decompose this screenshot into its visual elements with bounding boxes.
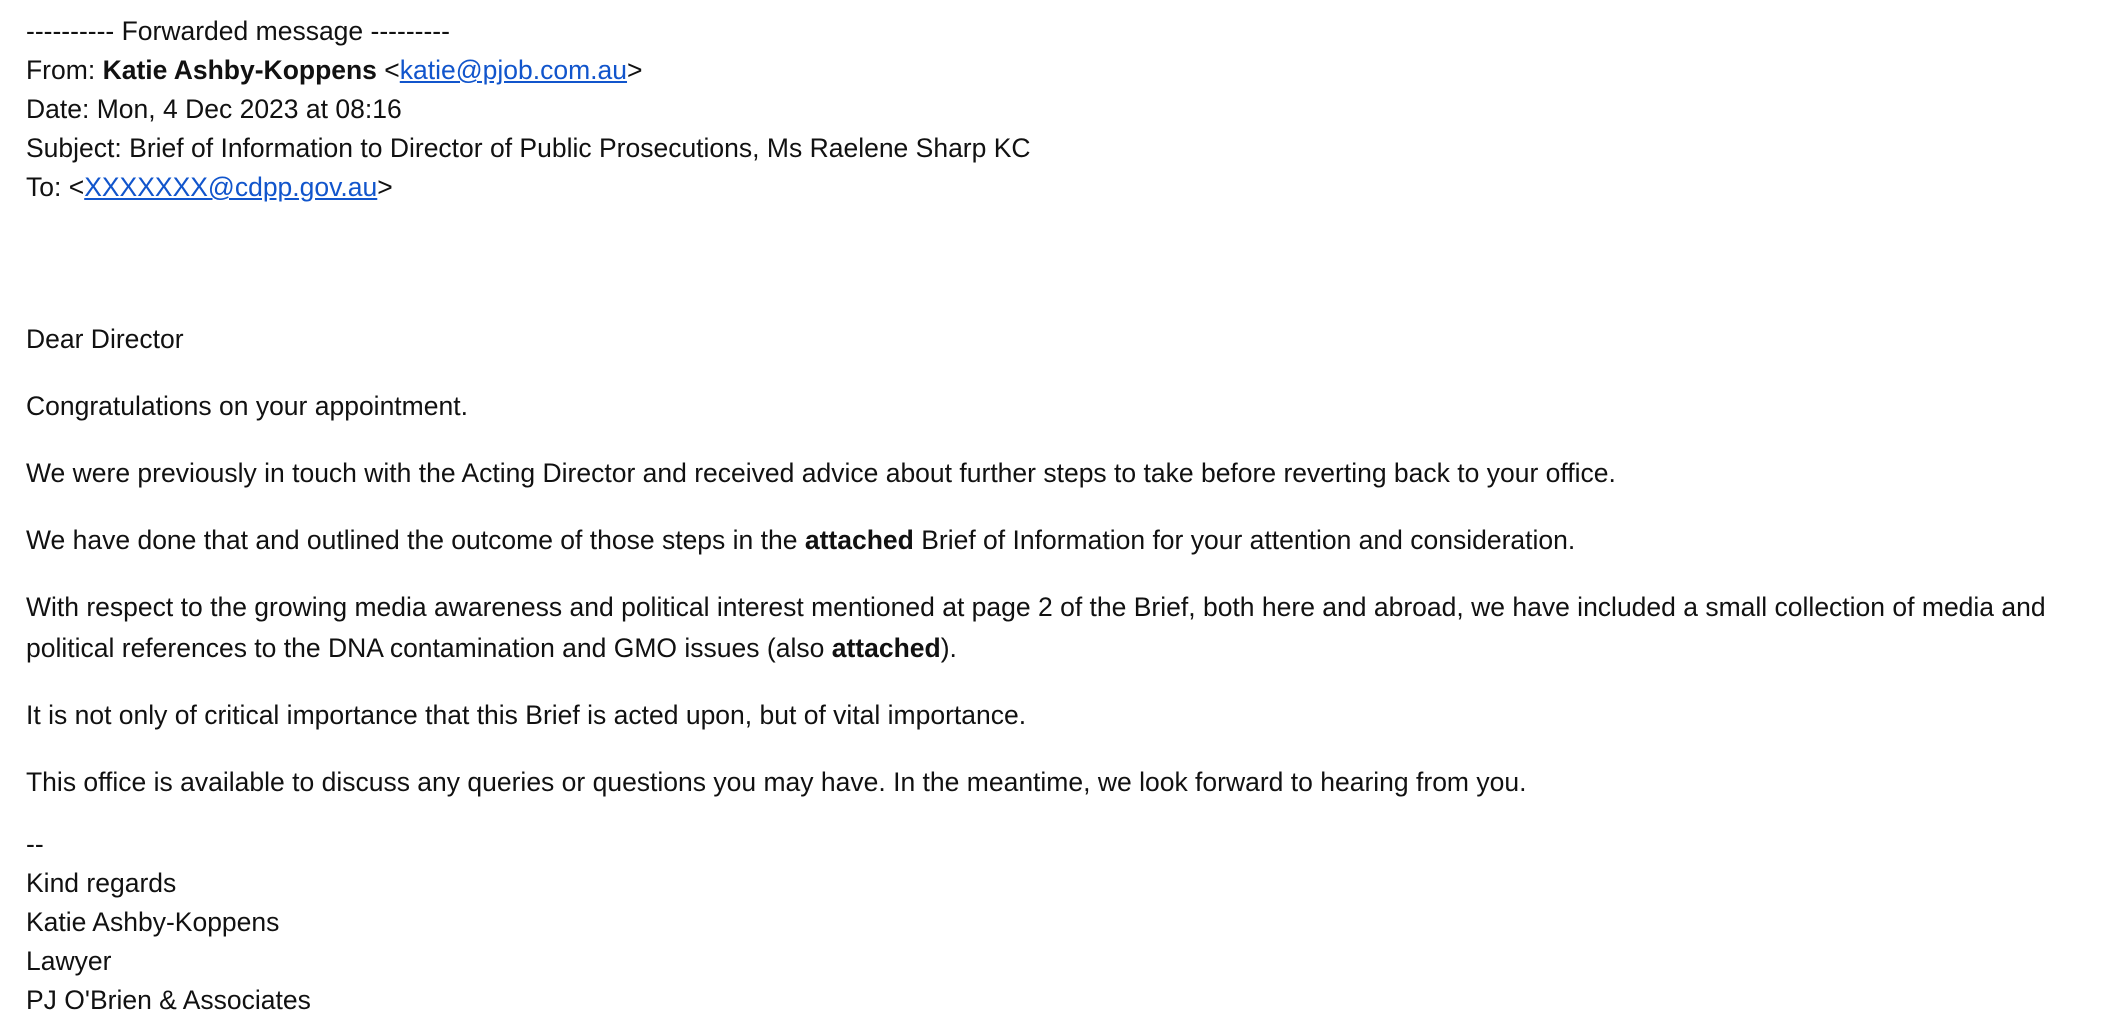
bold-attached: attached bbox=[831, 633, 941, 663]
body-paragraph-congratulations: Congratulations on your appointment. bbox=[26, 391, 468, 421]
email-message bbox=[26, 12, 2116, 1020]
body-text: ). bbox=[940, 633, 957, 663]
signature-name: Katie Ashby-Koppens bbox=[26, 907, 280, 937]
email-body bbox=[26, 319, 2116, 803]
sender-name: Katie Ashby-Koppens bbox=[102, 55, 377, 85]
forwarded-message-label: ---------- Forwarded message --------- bbox=[26, 16, 450, 46]
body-paragraph-availability: This office is available to discuss any queries or questions you may have. In the meantime, we look forward to hearing from you. bbox=[26, 767, 1527, 797]
subject-line bbox=[26, 129, 2116, 168]
from-line: From: Katie Ashby-Koppens <katie@pjob.com.au> bbox=[26, 55, 643, 85]
salutation: Dear Director bbox=[26, 324, 184, 354]
body-text: We have done that and outlined the outcome of those steps in the bbox=[26, 525, 805, 555]
body-text: Brief of Information for your attention and consideration. bbox=[913, 525, 1576, 555]
email-signature bbox=[26, 825, 2116, 1020]
recipient-email-link[interactable]: XXXXXXX@cdpp.gov.au bbox=[84, 172, 378, 202]
sender-email-link[interactable]: katie@pjob.com.au bbox=[399, 55, 628, 85]
signature-separator: -- bbox=[26, 829, 44, 859]
body-paragraph-attached-brief bbox=[26, 520, 2116, 561]
signature-firm: PJ O'Brien & Associates bbox=[26, 985, 311, 1015]
bold-attached: attached bbox=[804, 525, 914, 555]
to-line: To: <XXXXXXX@cdpp.gov.au> bbox=[26, 172, 393, 202]
body-paragraph-previous-contact: We were previously in touch with the Acting Director and received advice about further steps to take before reverting back to your office. bbox=[26, 458, 1616, 488]
subject-label: Subject: bbox=[26, 133, 122, 163]
from-label: From: bbox=[26, 55, 96, 85]
signature-title: Lawyer bbox=[26, 946, 112, 976]
date-line bbox=[26, 90, 2116, 129]
email-header bbox=[26, 12, 2116, 207]
subject-value: Brief of Information to Director of Public Prosecutions, Ms Raelene Sharp KC bbox=[129, 133, 1031, 163]
body-text: With respect to the growing media awareness and political interest mentioned at page 2 of the Brief, both here and abroad, we have included a small collection of media and political references to the DNA contamination and GMO issues (also bbox=[26, 592, 2046, 663]
to-label: To: bbox=[26, 172, 62, 202]
date-label: Date: bbox=[26, 94, 90, 124]
body-paragraph-media-awareness bbox=[26, 587, 2116, 669]
date-value: Mon, 4 Dec 2023 at 08:16 bbox=[96, 94, 402, 124]
signature-closing: Kind regards bbox=[26, 868, 177, 898]
body-paragraph-importance: It is not only of critical importance that this Brief is acted upon, but of vital importance. bbox=[26, 700, 1027, 730]
